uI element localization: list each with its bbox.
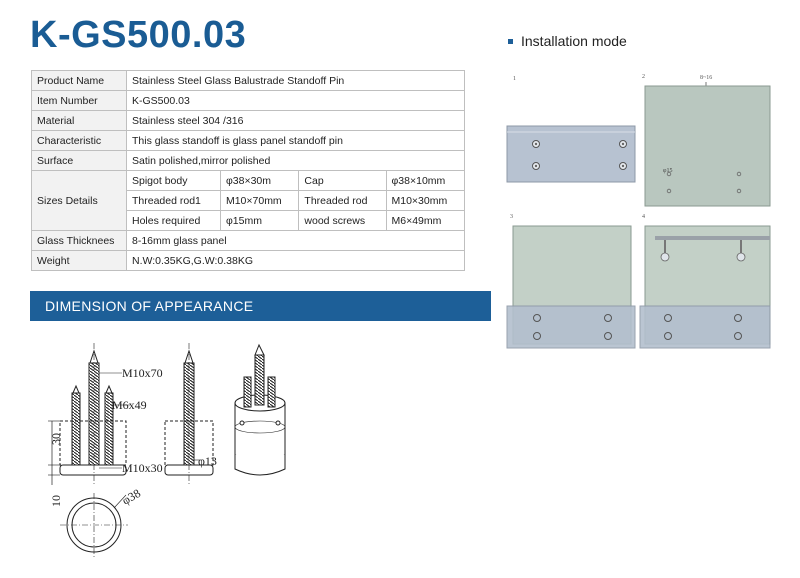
size-value: φ15mm: [220, 211, 298, 231]
spec-label: Characteristic: [32, 131, 127, 151]
size-value: φ38×10mm: [386, 171, 465, 191]
thickness-label: 8~16: [700, 75, 713, 81]
size-value: M10×30mm: [386, 191, 465, 211]
size-value: M6×49mm: [386, 211, 465, 231]
product-title: K-GS500.03: [30, 14, 247, 56]
spec-value: This glass standoff is glass panel standoff pin: [127, 131, 465, 151]
front-view: [48, 343, 130, 485]
installation-illustration: [505, 68, 795, 353]
install-step-2: [642, 74, 770, 206]
hole-label: φ15: [663, 168, 673, 174]
install-step-1: [507, 76, 635, 182]
label-phi38: φ38: [119, 486, 143, 508]
size-key: Threaded rod: [299, 191, 386, 211]
table-row: [32, 91, 465, 111]
bullet-square-icon: [508, 39, 513, 44]
step-number: 1: [513, 76, 516, 82]
table-row: [32, 251, 465, 271]
table-row: [32, 71, 465, 91]
label-m6x49: M6x49: [112, 398, 147, 412]
size-key: Cap: [299, 171, 386, 191]
step-number: 2: [642, 74, 645, 80]
label-phi13: φ13: [198, 454, 217, 468]
spec-label: Weight: [32, 251, 127, 271]
step-number: 4: [642, 214, 645, 220]
size-key: wood screws: [299, 211, 386, 231]
spec-table: [31, 70, 465, 271]
label-m10x70: M10x70: [122, 366, 163, 380]
size-key: Threaded rod1: [127, 191, 221, 211]
installation-header: [508, 33, 627, 49]
label-height-10: 10: [49, 495, 63, 507]
spec-value: K-GS500.03: [127, 91, 465, 111]
size-key: Spigot body: [127, 171, 221, 191]
spec-label: Surface: [32, 151, 127, 171]
spec-label: Sizes Details: [32, 171, 127, 231]
label-height-30: 30: [49, 433, 63, 445]
spec-value: Satin polished,mirror polished: [127, 151, 465, 171]
label-m10x30: M10x30: [122, 461, 163, 475]
spec-label: Item Number: [32, 91, 127, 111]
size-value: φ38×30m: [220, 171, 298, 191]
dimension-header: DIMENSION OF APPEARANCE: [30, 291, 491, 321]
table-row: [32, 231, 465, 251]
isometric-view: [235, 345, 285, 475]
spec-label: Material: [32, 111, 127, 131]
spec-label: Product Name: [32, 71, 127, 91]
step-number: 3: [510, 214, 513, 220]
table-row: [32, 171, 465, 191]
spec-label: Glass Thicknees: [32, 231, 127, 251]
spec-value: 8-16mm glass panel: [127, 231, 465, 251]
table-row: [32, 131, 465, 151]
install-step-4: [640, 214, 770, 348]
size-value: M10×70mm: [220, 191, 298, 211]
spec-value: N.W:0.35KG,G.W:0.38KG: [127, 251, 465, 271]
dimension-drawing: [30, 335, 330, 570]
table-row: [32, 151, 465, 171]
spec-value: Stainless Steel Glass Balustrade Standoff Pin: [127, 71, 465, 91]
table-row: [32, 111, 465, 131]
top-view: [60, 493, 128, 557]
spec-value: Stainless steel 304 /316: [127, 111, 465, 131]
install-step-3: [507, 214, 635, 348]
installation-header-text: Installation mode: [521, 33, 627, 49]
size-key: Holes required: [127, 211, 221, 231]
